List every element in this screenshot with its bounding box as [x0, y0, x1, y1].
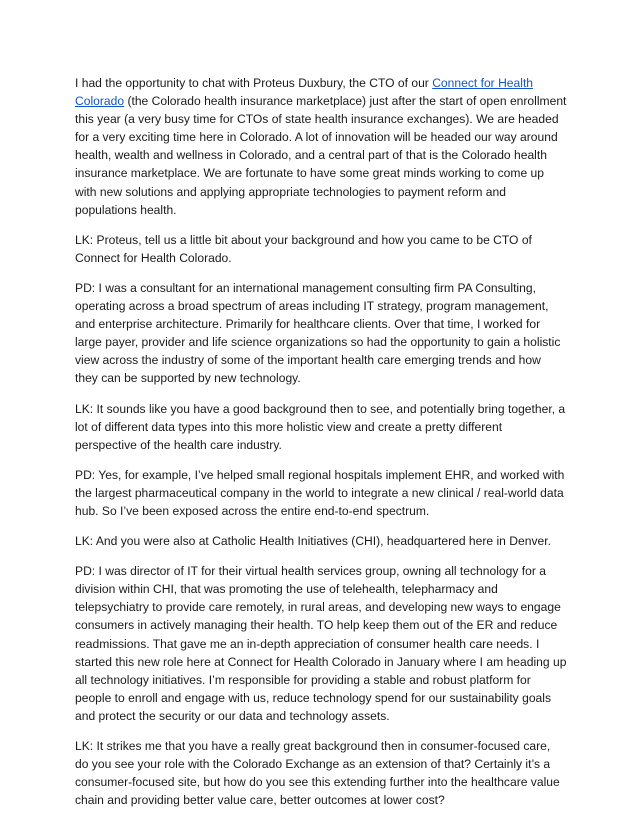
paragraph-pd-director-answer: PD: I was director of IT for their virtual health services group, owning all technology for a division within CHI, that was promoting the use of telehealth, telepharmacy and telepsychiatry to provide care remotely, in rural areas, and developing new ways to engage consumers in actively managing their health. TO help keep them out of the ER and reduce readmissions. That gave me an in-depth appreciation of consumer health care needs. I started this new role here at Connect for Health Colorado in January where I am heading up all technology initiatives. I’m responsible for providing a stable and robust platform for people to enroll and engage with us, reduce technology spend for our sustainability goals and protect the security or our data and technology assets.: [75, 564, 567, 723]
paragraph-lk-background-question: LK: Proteus, tell us a little bit about your background and how you came to be CTO of Connect for Health Colorado.: [75, 232, 532, 265]
document-body: [75, 74, 567, 821]
paragraph-lk-chi: LK: And you were also at Catholic Health Initiatives (CHI), headquartered here in Denver.: [75, 534, 551, 549]
paragraph-pd-consultant-answer: PD: I was a consultant for an international management consulting firm PA Consulting, operating across a broad spectrum of areas including IT strategy, program management, and enterprise architecture. Primarily for healthcare clients. Over that time, I worked for large payer, provider and life science organizations so had the opportunity to gain a holistic view across the industry of some of the important health care emerging trends and how they can be supported by new technology.: [75, 280, 561, 386]
connect-for-health-colorado-link[interactable]: Connect for Health Colorado: [75, 76, 534, 109]
intro-text-start: I had the opportunity to chat with Proteus Duxbury, the CTO of our: [75, 76, 433, 90]
paragraph-lk-consumer-care-question: LK: It strikes me that you have a really great background then in consumer-focused care, do you see your role with the Colorado Exchange as an extension of that? Certainly it’s a consumer-focused site, but how do you see this extending further into the healthcare value chain and providing better value care, better outcomes at lower cost?: [75, 739, 560, 808]
intro-paragraph: [75, 74, 567, 219]
paragraph-pd-ehr-answer: PD: Yes, for example, I’ve helped small regional hospitals implement EHR, and worked with the largest pharmaceutical company in the world to integrate a new clinical / real-world data hub. So I’ve been exposed across the entire end-to-end spectrum.: [75, 467, 565, 518]
intro-text-end: (the Colorado health insurance marketplace) just after the start of open enrollment this year (a very busy time for CTOs of state health insurance exchanges). We are headed for a very exciting time here in Colorado. A lot of innovation will be headed our way around health, wealth and wellness in Colorado, and a central part of that is the Colorado health insurance marketplace. We are fortunate to have some great minds working to come up with new solutions and applying appropriate technologies to payment reform and populations health.: [75, 94, 567, 217]
paragraph-lk-holistic-view: LK: It sounds like you have a good background then to see, and potentially bring together, a lot of different data types into this more holistic view and create a pretty different perspective of the health care industry.: [75, 401, 566, 452]
